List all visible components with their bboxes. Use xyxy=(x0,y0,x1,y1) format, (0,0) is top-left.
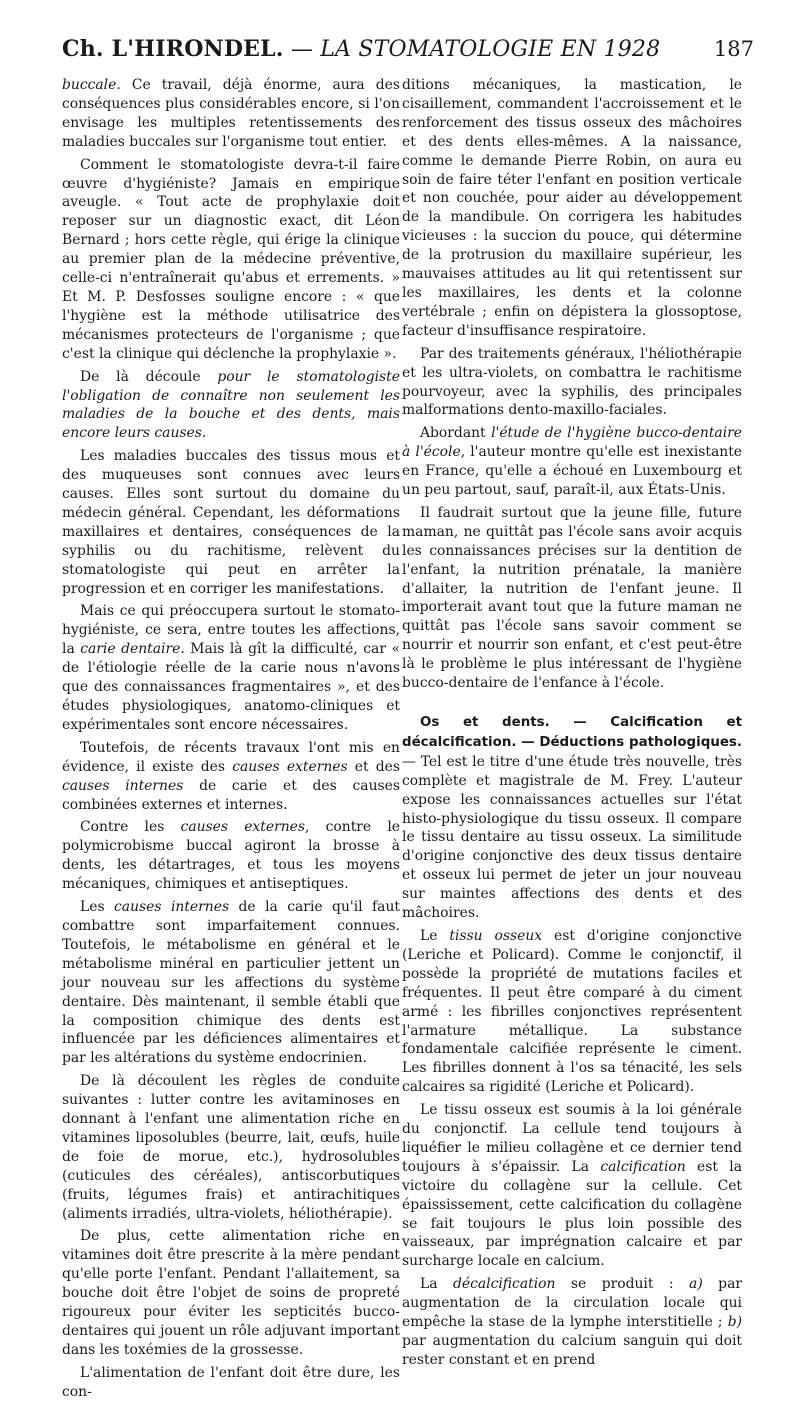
text: , contre le polymicrobisme buccal agiront la brosse à dents, les détartrages, et tous les moyens mécaniques, chimiques et antiseptiques. xyxy=(62,819,400,893)
text: se produit : xyxy=(555,1276,690,1293)
left-column xyxy=(62,76,400,1406)
italic-text: causes internes xyxy=(62,777,184,794)
paragraph: Comment le stomatologiste devra-t-il faire œuvre d'hygiéniste? Jamais en empirique aveugle. « Tout acte de prophylaxie doit reposer sur un diagnostic exact, dit Léon Bernard ; hors cette règle, qui érige la clinique au premier plan de la médecine préventive, celle-ci n'entraînerait qu'abus et errements. » Et M. P. Desfosses souligne encore : « que l'hygiène est la méthode utilisatrice des mécanismes protecteurs de l'organisme ; que c'est la clinique qui déclenche la prophylaxie ». xyxy=(62,156,400,362)
section-heading: Os et dents. — Calcification et décalcification. — Déductions pathologiques. xyxy=(402,715,742,750)
text: Abordant xyxy=(420,425,492,442)
paragraph xyxy=(62,368,400,444)
text: Le xyxy=(420,927,450,944)
paragraph xyxy=(402,424,742,500)
italic-text: causes externes xyxy=(180,819,306,836)
page-header xyxy=(62,36,754,62)
text: Ce travail, déjà énorme, aura des conséquences plus considérables encore, si l'on envisage les multiples retentissements des maladies buccales sur l'organisme tout entier. xyxy=(62,77,400,150)
italic-text: causes internes xyxy=(114,899,230,916)
paragraph xyxy=(402,1275,742,1370)
text: — Tel est le titre d'une étude très nouvelle, très complète et magistrale de M. Frey. L'auteur expose les connaissances actuelles sur l'état histo-physiologique du tissu osseux. Il compare le tissu dentaire au tissu osseux. La similitude d'origine conjonctive des deux tissus dentaire et osseux lui permet de jeter un jour nouveau sur maintes affections des dents et des mâchoires. xyxy=(402,753,742,922)
text: , l'auteur montre qu'elle est inexistante en France, qu'elle a échoué en Luxembourg et un peu partout, sauf, paraît-il, aux États-Unis. xyxy=(402,444,742,499)
paragraph xyxy=(62,898,400,1068)
text: par augmentation de la circulation locale qui empêche la stase de la lymphe interstitielle ; xyxy=(402,1276,742,1331)
paragraph xyxy=(402,1101,742,1271)
italic-text: l'étude de l'hygiène bucco-dentaire à l'école xyxy=(402,425,743,461)
text: Mais ce qui préoccupera surtout le stomato-hygiéniste, ce sera, entre toutes les affections, la xyxy=(62,603,400,658)
text: Le tissu osseux est soumis à la loi générale du conjonctif. La cellule tend toujours à liquéfier le milieu collagène et ce dernier tend toujours à s'épaissir. La xyxy=(402,1102,742,1175)
italic-text: buccale. xyxy=(62,77,121,93)
paragraph: Il faudrait surtout que la jeune fille, future maman, ne quittât pas l'école sans avoir acquis les connaissances précises sur la dentition de l'enfant, la nutrition prénatale, la manière d'allaiter, la nutrition de l'enfant jeune. Il importerait avant tout que la future maman ne quittât pas l'école sans savoir comment se nourrir et nourrir son enfant, et c'est peut-être là le problème le plus intéressant de l'hygiène bucco-dentaire de l'enfance à l'école. xyxy=(402,504,742,692)
italic-text: b) xyxy=(727,1314,742,1331)
text: Toutefois, de récents travaux l'ont mis en évidence, il existe des xyxy=(62,739,400,775)
text: est d'origine conjonctive (Leriche et Policard). Comme le conjonctif, il possède la propriété de mutations faciles et fréquentes. Il peut être comparé à du ciment armé : les fibrilles conjonctives représentent l'armature métallique. La substance fondamentale calcifiée représente le ciment. Les fibrilles donnent à l'os sa ténacité, les sels calcaires sa rigidité (Leriche et Policard). xyxy=(402,927,742,1096)
paragraph: Par des traitements généraux, l'héliothérapie et les ultra-violets, on combattra le rachitisme pourvoyeur, avec la syphilis, des principales malformations dento-maxillo-faciales. xyxy=(402,345,742,419)
italic-text: a) xyxy=(689,1276,703,1293)
paragraph xyxy=(62,818,400,894)
text: La xyxy=(420,1276,453,1293)
paragraph xyxy=(402,927,742,1097)
text: de carie et des causes combinées externes et internes. xyxy=(62,777,400,813)
text: de la carie qu'il faut combattre sont imparfaitement connues. Toutefois, le métabolisme en général et le métabolisme minéral en particulier jettent un jour nouveau sur les affections du système dentaire. Dès maintenant, il semble établi que la composition chimique des dents est influencée par les déficiences alimentaires et par les altérations du système endocrinien. xyxy=(62,899,400,1067)
running-head-dash: — xyxy=(283,37,321,62)
page-number: 187 xyxy=(713,37,754,61)
text: est la victoire du collagène sur la cellule. Cet épaississement, cette calcification du collagène se fait toujours le plus loin possible des vaisseaux, par imprégnation calcaire et par surcharge locale en calcium. xyxy=(402,1158,742,1270)
running-head xyxy=(62,36,660,62)
italic-text: calcification xyxy=(600,1158,686,1175)
running-head-title: LA STOMATOLOGIE EN 1928 xyxy=(320,37,661,62)
text: Les xyxy=(80,899,115,916)
italic-text: causes externes xyxy=(232,758,348,775)
paragraph: L'alimentation de l'enfant doit être dure, les con- xyxy=(62,1364,400,1400)
paragraph xyxy=(62,739,400,815)
right-column xyxy=(402,76,742,1374)
text: Mais là gît la difficulté, car « de l'étiologie réelle de la carie nous n'avons que des connaissances fragmentaires », et des études physiologiques, anatomo-cliniques et expérimentales sont encore nécessaires. xyxy=(62,641,400,733)
section-paragraph xyxy=(402,713,742,923)
paragraph: ditions mécaniques, la mastication, le cisaillement, commandent l'accroissement et le renforcement des tissus osseux des mâchoires et des dents elles-mêmes. A la naissance, comme le demande Pierre Robin, on aura eu soin de faire téter l'enfant en position verticale et non couchée, pour aider au développement de la mandibule. On corrigera les habitudes vicieuses : la succion du pouce, qui détermine de la protrusion du maxillaire supérieur, les mauvaises attitudes au lit qui retentissent sur les maxillaires, les dents et la colonne vertébrale ; enfin on dépistera la glossoptose, facteur d'insuffisance respiratoire. xyxy=(402,77,742,339)
text: De là découle xyxy=(80,368,218,385)
paragraph: Les maladies buccales des tissus mous et des muqueuses sont connues avec leurs causes. Elles sont surtout du domaine du médecin général. Cependant, les déformations maxillaires et dentaires, conséquences de la syphilis ou du rachitisme, relèvent du stomatologiste qui peut en arrêter la progression et en corriger les manifestations. xyxy=(62,448,400,597)
italic-text: tissu osseux xyxy=(449,927,543,944)
italic-text: carie dentaire. xyxy=(80,641,185,658)
italic-text: pour le stomatologiste l'obligation de connaître non seulement les maladies de la bouche et des dents, mais encore leurs causes. xyxy=(62,368,400,442)
paragraph xyxy=(62,76,400,152)
text: Contre les xyxy=(80,819,181,836)
running-head-author: Ch. L'HIRONDEL. xyxy=(62,36,284,62)
italic-text: décalcification xyxy=(452,1276,556,1293)
paragraph: De là découlent les règles de conduite suivantes : lutter contre les avitaminoses en donnant à l'enfant une alimentation riche en vitamines liposolubles (beurre, lait, œufs, huile de foie de morue, etc.), hydrosolubles (cuticules des céréales), antiscorbutiques (fruits, légumes frais) et antirachitiques (aliments irradiés, ultra-violets, héliothérapie). xyxy=(62,1073,400,1222)
text: et des xyxy=(347,758,400,775)
text: par augmentation du calcium sanguin qui doit rester constant et en prend xyxy=(402,1333,742,1368)
paragraph xyxy=(62,602,400,734)
paragraph: De plus, cette alimentation riche en vitamines doit être prescrite à la mère pendant qu'elle porte l'enfant. Pendant l'allaitement, sa bouche doit être l'objet de soins de propreté rigoureux pour éviter les septicités bucco-dentaires qui jouent un rôle adjuvant important dans les toxémies de la grossesse. xyxy=(62,1228,400,1358)
